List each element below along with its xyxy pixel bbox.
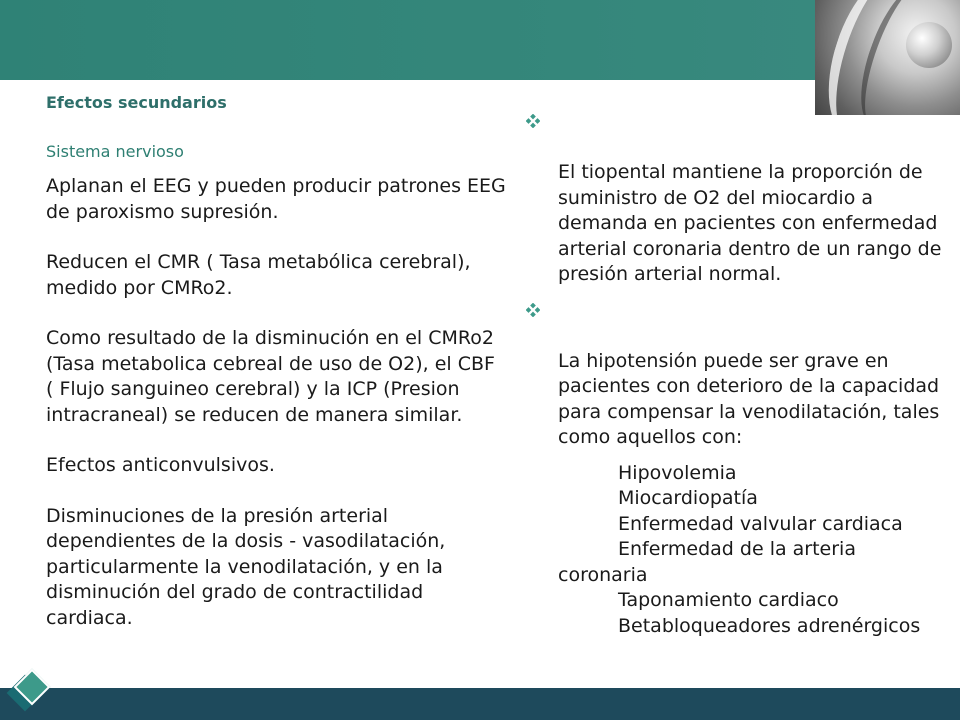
right-column: [522, 109, 942, 639]
paragraph-anticonvulsant: Efectos anticonvulsivos.: [46, 454, 275, 476]
bullet-item: [522, 298, 942, 451]
paragraph-eeg: Aplanan el EEG y pueden producir patrones EEG de paroxismo supresión.: [46, 175, 506, 223]
list-item-text: Taponamiento cardiaco: [618, 589, 839, 611]
condition-list: [522, 461, 942, 640]
paragraph-cmr: Reducen el CMR ( Tasa metabólica cerebral), medido por CMRo2.: [46, 251, 471, 299]
diamond-cluster-bullet-icon: [526, 114, 540, 128]
list-item: [558, 588, 942, 614]
list-item: [558, 537, 942, 588]
decorative-corner-image: [815, 0, 960, 115]
corner-sphere: [906, 22, 952, 68]
list-item-text: Enfermedad de la arteria coronaria: [558, 538, 856, 586]
paragraph-blood-pressure: Disminuciones de la presión arterial dependientes de la dosis - vasodilatación, particularmente la venodilatación, y en la disminución del grado de contractilidad cardiaca.: [46, 504, 446, 629]
list-item-text: Miocardiopatía: [618, 487, 758, 509]
subsection-title: Sistema nervioso: [46, 142, 184, 161]
left-column: [46, 92, 506, 656]
section-title: Efectos secundarios: [46, 93, 227, 112]
bullet-text: La hipotensión puede ser grave en pacientes con deterioro de la capacidad para compensar la venodilatación, tales como aquellos con:: [558, 349, 940, 448]
list-item-text: Enfermedad valvular cardiaca: [618, 512, 903, 535]
diamond-cluster-bullet-icon: [526, 303, 540, 317]
list-item-text: Betabloqueadores adrenérgicos: [618, 614, 921, 637]
list-item: [558, 614, 942, 640]
bullet-text: El tiopental mantiene la proporción de suministro de O2 del miocardio a demanda en pacientes con enfermedad arterial coronaria dentro de un rango de presión arterial normal.: [558, 161, 942, 285]
list-item-text: Hipovolemia: [618, 461, 737, 484]
footer-band: [0, 688, 960, 720]
paragraph-cbf-icp: Como resultado de la disminución en el CMRo2 (Tasa metabolica cebreal de uso de O2), el CBF ( Flujo sanguineo cerebral) y la ICP (Presion intracraneal) se reducen de manera similar.: [46, 327, 495, 426]
bullet-item: [522, 109, 942, 288]
list-item: [558, 486, 942, 512]
list-item: [558, 512, 942, 538]
list-item: [558, 461, 942, 487]
